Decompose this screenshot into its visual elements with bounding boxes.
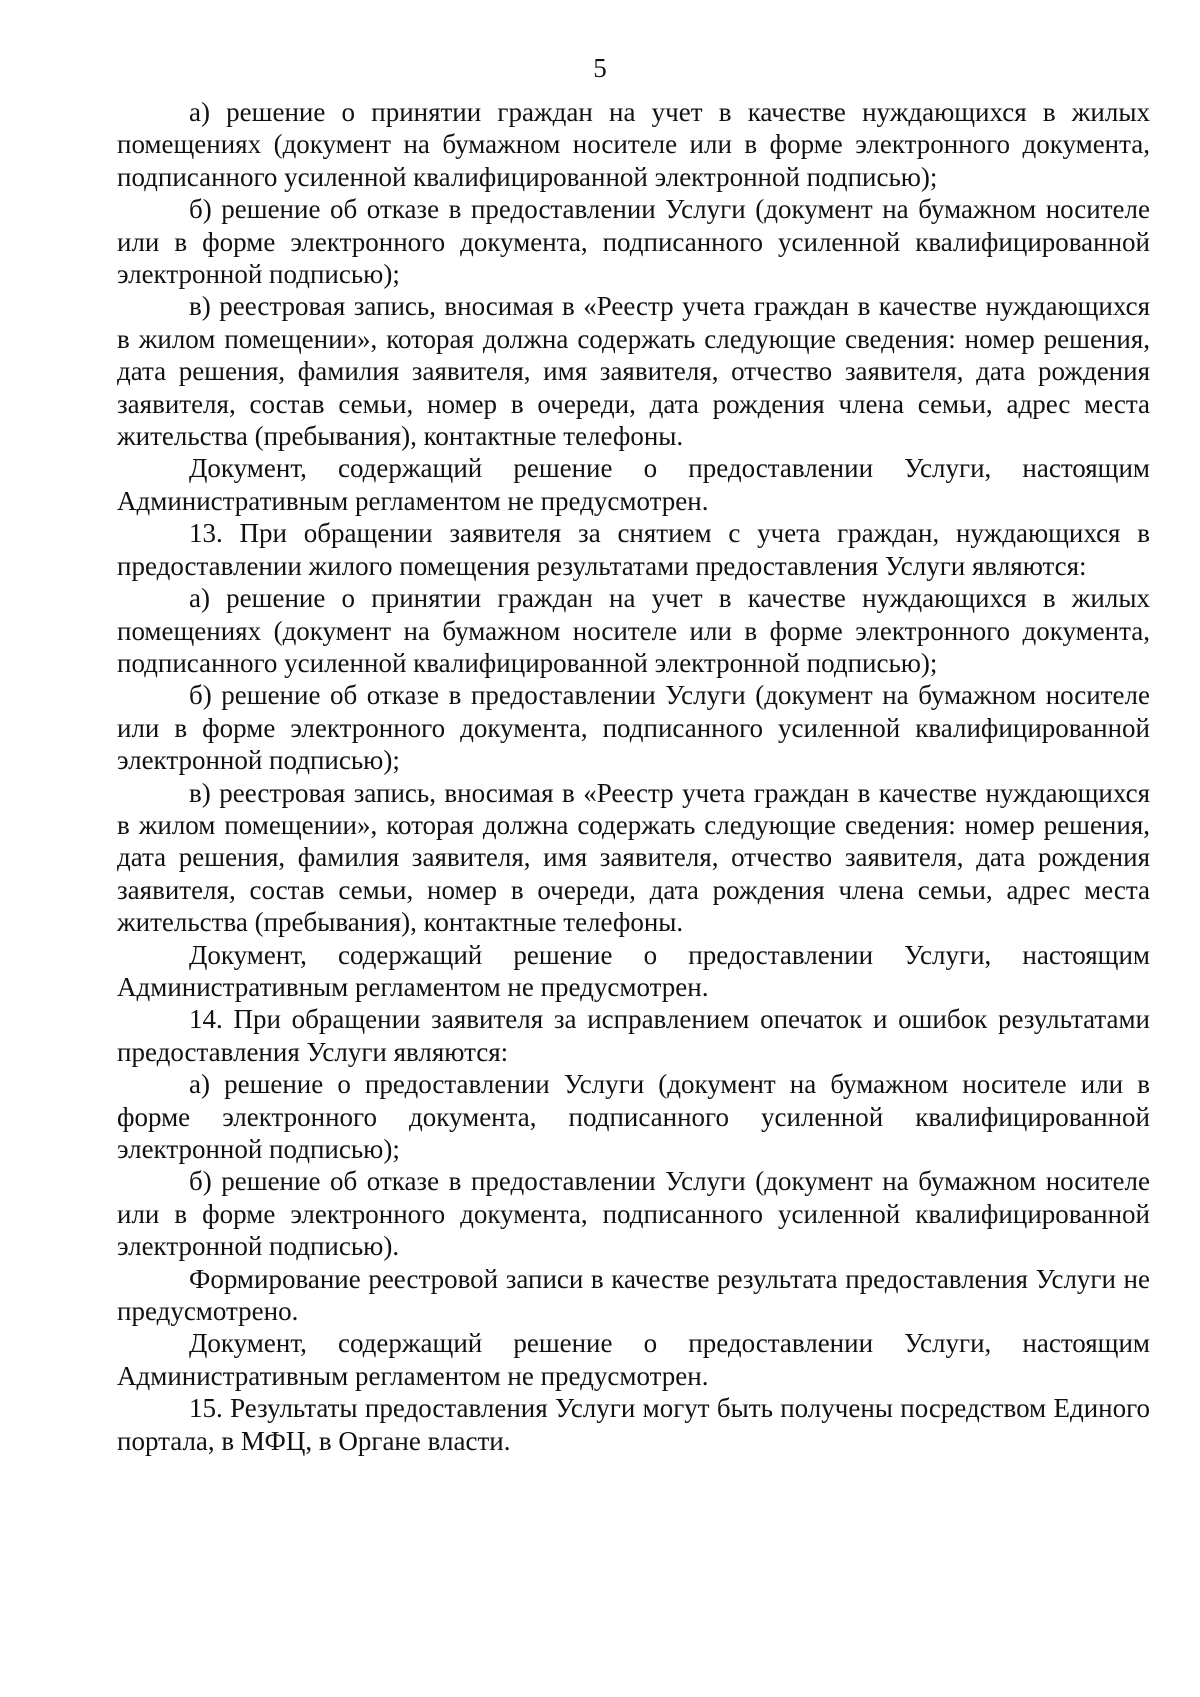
paragraph-clause-13-c: в) реестровая запись, вносимая в «Реестр учета граждан в качестве нуждающихся в жилом помещении», которая должна содержать следующие сведения: номер решения, дата решения, фамилия заявителя, имя заявителя, отчество заявителя, дата рождения заявителя, состав семьи, номер в очереди, дата рождения члена семьи, адрес места жительства (пребывания), контактные телефоны.	[117, 777, 1150, 938]
paragraph-result-a-acceptance: а) решение о принятии граждан на учет в качестве нуждающихся в жилых помещениях (документ на бумажном носителе или в форме электронного документа, подписанного усиленной квалифицированной электронной подписью);	[117, 97, 1150, 192]
paragraph-clause-13-document-not-provided: Документ, содержащий решение о предоставлении Услуги, настоящим Административным регламентом не предусмотрен.	[117, 939, 1150, 1002]
paragraph-clause-14-a: а) решение о предоставлении Услуги (документ на бумажном носителе или в форме электронного документа, подписанного усиленной квалифицированной электронной подписью);	[117, 1069, 1150, 1164]
paragraph-clause-14-registry-not-provided: Формирование реестровой записи в качестве результата предоставления Услуги не предусмотрено.	[117, 1263, 1150, 1327]
paragraph-clause-13-a: а) решение о принятии граждан на учет в качестве нуждающихся в жилых помещениях (документ на бумажном носителе или в форме электронного документа, подписанного усиленной квалифицированной электронной подписью);	[117, 583, 1150, 678]
paragraph-clause-14: 14. При обращении заявителя за исправлением опечаток и ошибок результатами предоставления Услуги являются:	[117, 1004, 1150, 1067]
paragraph-clause-15: 15. Результаты предоставления Услуги могут быть получены посредством Единого портала, в МФЦ, в Органе власти.	[117, 1393, 1150, 1456]
page-number: 5	[593, 53, 607, 83]
paragraph-document-not-provided: Документ, содержащий решение о предоставлении Услуги, настоящим Административным регламентом не предусмотрен.	[117, 453, 1150, 516]
paragraph-clause-13-b: б) решение об отказе в предоставлении Услуги (документ на бумажном носителе или в форме электронного документа, подписанного усиленной квалифицированной электронной подписью);	[117, 680, 1150, 776]
paragraph-clause-13: 13. При обращении заявителя за снятием с учета граждан, нуждающихся в предоставлении жилого помещения результатами предоставления Услуги являются:	[117, 518, 1150, 581]
paragraph-clause-14-document-not-provided: Документ, содержащий решение о предоставлении Услуги, настоящим Административным регламентом не предусмотрен.	[117, 1328, 1150, 1391]
paragraph-clause-14-b: б) решение об отказе в предоставлении Услуги (документ на бумажном носителе или в форме электронного документа, подписанного усиленной квалифицированной электронной подписью).	[117, 1166, 1150, 1262]
document-body	[117, 96, 1150, 1457]
paragraph-result-b-refusal: б) решение об отказе в предоставлении Услуги (документ на бумажном носителе или в форме электронного документа, подписанного усиленной квалифицированной электронной подписью);	[117, 194, 1150, 290]
paragraph-result-c-registry-entry: в) реестровая запись, вносимая в «Реестр учета граждан в качестве нуждающихся в жилом помещении», которая должна содержать следующие сведения: номер решения, дата решения, фамилия заявителя, имя заявителя, отчество заявителя, дата рождения заявителя, состав семьи, номер в очереди, дата рождения члена семьи, адрес места жительства (пребывания), контактные телефоны.	[117, 291, 1150, 452]
